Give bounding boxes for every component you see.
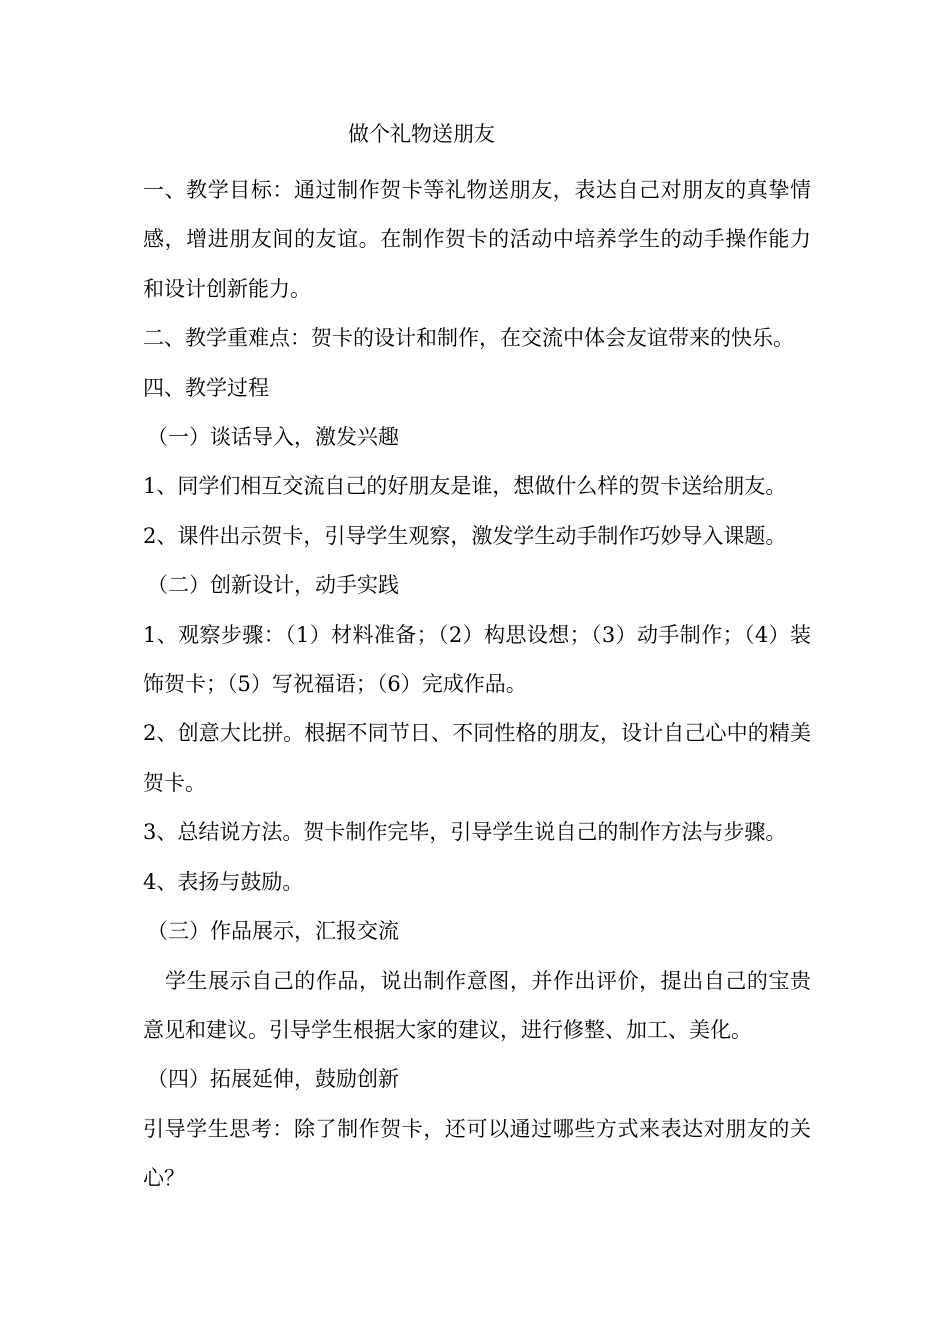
- list-item: 2、课件出示贺卡，引导学生观察，激发学生动手制作巧妙导入课题。: [143, 523, 787, 548]
- list-item: 2、创意大比拼。根据不同节日、不同性格的朋友，设计自己心中的精美贺卡。: [143, 721, 811, 795]
- list-item: 1、观察步骤：（1）材料准备；（2）构思设想；（3）动手制作；（4）装饰贺卡；（5）写祝福语；（6）完成作品。: [143, 622, 811, 697]
- extension-paragraph: 引导学生思考：除了制作贺卡，还可以通过哪些方式来表达对朋友的关心？: [143, 1116, 811, 1191]
- list-item: 1、同学们相互交流自己的好朋友是谁，想做什么样的贺卡送给朋友。: [143, 474, 787, 499]
- section-heading-1: （一）谈话导入，激发兴趣: [147, 425, 399, 450]
- list-item: 4、表扬与鼓励。: [143, 869, 304, 894]
- document-body: [143, 166, 811, 1204]
- document-title: 做个礼物送朋友: [348, 122, 495, 146]
- teaching-process-heading: 四、教学过程: [143, 375, 269, 400]
- key-difficulties-paragraph: 二、教学重难点：贺卡的设计和制作，在交流中体会友谊带来的快乐。: [143, 326, 794, 351]
- section-heading-2: （二）创新设计，动手实践: [147, 573, 399, 598]
- section-heading-4: （四）拓展延伸，鼓励创新: [147, 1067, 399, 1092]
- list-item: 3、总结说方法。贺卡制作完毕，引导学生说自己的制作方法与步骤。: [143, 820, 787, 845]
- section-heading-3: （三）作品展示，汇报交流: [147, 919, 399, 944]
- teaching-objectives-paragraph: 一、教学目标：通过制作贺卡等礼物送朋友，表达自己对朋友的真挚情感，增进朋友间的友谊。在制作贺卡的活动中培养学生的动手操作能力和设计创新能力。: [143, 178, 811, 301]
- showcase-paragraph: 学生展示自己的作品，说出制作意图，并作出评价，提出自己的宝贵意见和建议。引导学生根据大家的建议，进行修整、加工、美化。: [143, 968, 811, 1042]
